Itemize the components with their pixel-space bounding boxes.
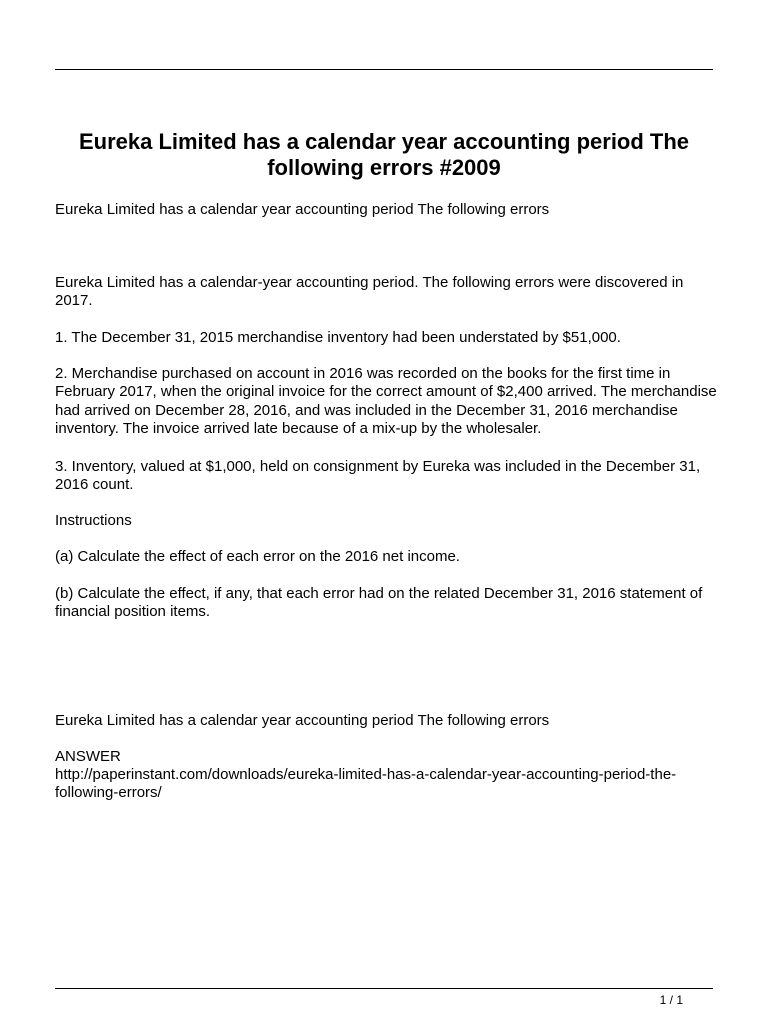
bottom-divider (55, 988, 713, 989)
instructions-heading: Instructions (55, 512, 132, 529)
error-item-3: 3. Inventory, valued at $1,000, held on consignment by Eureka was included in the December 31, 2016 count. (55, 458, 701, 494)
instruction-b: (b) Calculate the effect, if any, that each error had on the related December 31, 2016 statement of financial position items. (55, 585, 703, 621)
error-item-1: 1. The December 31, 2015 merchandise inventory had been understated by $51,000. (55, 329, 621, 346)
subtitle: Eureka Limited has a calendar year accounting period The following errors (55, 201, 550, 218)
page-title: Eureka Limited has a calendar year accounting period The following errors #2009 (78, 129, 690, 180)
instruction-a: (a) Calculate the effect of each error on the 2016 net income. (55, 548, 460, 565)
answer-label: ANSWER (55, 748, 121, 765)
page-number: 1 / 1 (659, 993, 683, 1007)
footer-title: Eureka Limited has a calendar year accounting period The following errors (55, 712, 550, 729)
answer-link[interactable]: http://paperinstant.com/downloads/eureka-limited-has-a-calendar-year-accounting-period-the-following-errors/ (55, 766, 677, 802)
intro-paragraph: Eureka Limited has a calendar-year accounting period. The following errors were discovered in 2017. (55, 274, 684, 310)
top-divider (55, 69, 713, 70)
error-item-2: 2. Merchandise purchased on account in 2016 was recorded on the books for the first time in February 2017, when the original invoice for the correct amount of $2,400 arrived. The merchandise had arrived on December 28, 2016, and was included in the December 31, 2016 merchandise inventory. The invoice arrived late because of a mix-up by the wholesaler. (55, 365, 717, 437)
